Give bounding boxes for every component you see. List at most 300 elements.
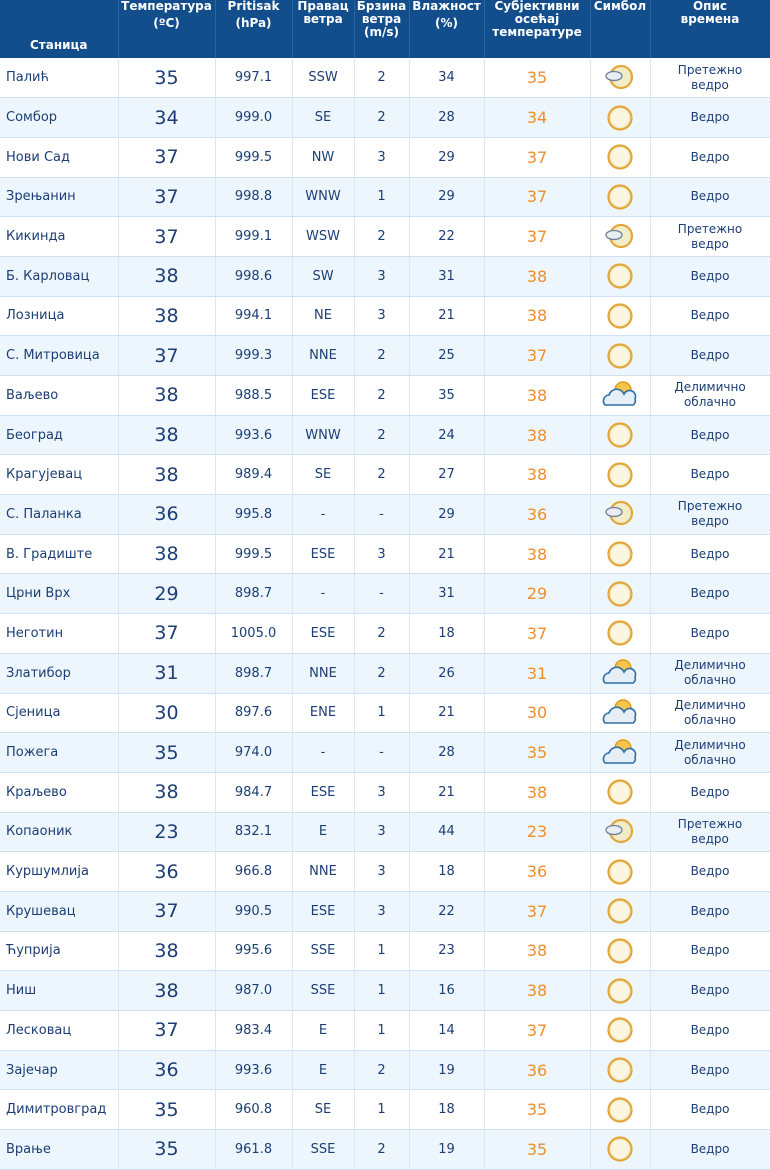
humidity-value: 29 (409, 177, 484, 217)
weather-description (650, 217, 770, 257)
weather-description (650, 98, 770, 138)
header-temperature: Температура (ºC) (118, 0, 215, 58)
temperature-value: 36 (118, 852, 215, 892)
sun-icon (590, 256, 650, 296)
table-row (0, 1130, 770, 1170)
wind-direction-value: SE (292, 1090, 354, 1130)
temperature-value: 35 (118, 733, 215, 773)
weather-description (650, 1050, 770, 1090)
sun-icon (590, 971, 650, 1011)
temperature-value: 38 (118, 256, 215, 296)
wind-direction-value: WNW (292, 415, 354, 455)
temperature-value: 36 (118, 1050, 215, 1090)
feel-temperature-value: 37 (484, 891, 590, 931)
station-name: Ниш (0, 971, 118, 1011)
pressure-value: 999.5 (215, 137, 292, 177)
station-name: Крагујевац (0, 455, 118, 495)
weather-description (650, 931, 770, 971)
table-row (0, 495, 770, 535)
sun-icon (590, 415, 650, 455)
description-line-1: Делимично (674, 737, 746, 752)
header-wind-speed: Брзина ветра (m/s) (354, 0, 409, 58)
wind-speed-value: 2 (354, 1050, 409, 1090)
sun-icon (590, 614, 650, 654)
table-row (0, 415, 770, 455)
weather-description (650, 614, 770, 654)
humidity-value: 25 (409, 336, 484, 376)
wind-speed-value: 3 (354, 891, 409, 931)
pressure-value: 984.7 (215, 772, 292, 812)
wind-speed-value: 2 (354, 653, 409, 693)
sun-icon (590, 1130, 650, 1170)
station-name: Копаоник (0, 812, 118, 852)
temperature-value: 38 (118, 455, 215, 495)
description-line-1: Ведро (690, 189, 730, 204)
mostly-clear-icon (590, 217, 650, 257)
feel-temperature-value: 38 (484, 256, 590, 296)
wind-direction-value: WNW (292, 177, 354, 217)
description-line-2: облачно (683, 673, 737, 688)
wind-speed-value: 1 (354, 693, 409, 733)
pressure-value: 999.5 (215, 534, 292, 574)
wind-direction-value: SSE (292, 931, 354, 971)
feel-temperature-value: 38 (484, 455, 590, 495)
humidity-value: 24 (409, 415, 484, 455)
wind-direction-value: NNE (292, 852, 354, 892)
description-line-2: ведро (691, 831, 729, 846)
temperature-value: 35 (118, 1090, 215, 1130)
feel-temperature-value: 35 (484, 58, 590, 98)
table-body (0, 58, 770, 1169)
station-name: В. Градиште (0, 534, 118, 574)
temperature-value: 36 (118, 495, 215, 535)
feel-temperature-value: 38 (484, 772, 590, 812)
wind-speed-value: 1 (354, 177, 409, 217)
wind-direction-value: SSE (292, 1130, 354, 1170)
wind-direction-value: - (292, 574, 354, 614)
station-name: Кикинда (0, 217, 118, 257)
humidity-value: 18 (409, 1090, 484, 1130)
wind-direction-value: SSE (292, 971, 354, 1011)
station-name: Црни Врх (0, 574, 118, 614)
temperature-value: 35 (118, 1130, 215, 1170)
description-line-2: ведро (691, 236, 729, 251)
description-line-1: Ведро (690, 784, 730, 799)
sun-icon (590, 852, 650, 892)
feel-temperature-value: 35 (484, 733, 590, 773)
table-row (0, 58, 770, 98)
pressure-value: 993.6 (215, 1050, 292, 1090)
weather-description (650, 772, 770, 812)
description-line-1: Претежно (677, 62, 743, 77)
description-line-1: Ведро (690, 903, 730, 918)
table-row (0, 296, 770, 336)
sun-icon (590, 534, 650, 574)
wind-speed-value: 2 (354, 415, 409, 455)
wind-direction-value: E (292, 1011, 354, 1051)
feel-temperature-value: 38 (484, 415, 590, 455)
weather-description (650, 1011, 770, 1051)
description-line-1: Ведро (690, 1022, 730, 1037)
description-line-1: Претежно (677, 221, 743, 236)
table-row (0, 733, 770, 773)
temperature-value: 37 (118, 177, 215, 217)
feel-temperature-value: 38 (484, 931, 590, 971)
description-line-1: Претежно (677, 499, 743, 514)
humidity-value: 21 (409, 693, 484, 733)
sun-icon (590, 574, 650, 614)
humidity-value: 34 (409, 58, 484, 98)
humidity-value: 44 (409, 812, 484, 852)
station-name: Куршумлија (0, 852, 118, 892)
wind-speed-value: 2 (354, 58, 409, 98)
wind-speed-value: 3 (354, 852, 409, 892)
table-row (0, 891, 770, 931)
pressure-value: 999.0 (215, 98, 292, 138)
wind-direction-value: NE (292, 296, 354, 336)
description-line-1: Ведро (690, 1062, 730, 1077)
station-name: Врање (0, 1130, 118, 1170)
humidity-value: 27 (409, 455, 484, 495)
wind-direction-value: E (292, 1050, 354, 1090)
weather-description (650, 376, 770, 416)
table-row (0, 534, 770, 574)
feel-temperature-value: 38 (484, 296, 590, 336)
station-name: Неготин (0, 614, 118, 654)
humidity-value: 21 (409, 772, 484, 812)
humidity-value: 22 (409, 891, 484, 931)
wind-direction-value: - (292, 495, 354, 535)
sun-icon (590, 455, 650, 495)
wind-direction-value: NW (292, 137, 354, 177)
table-row (0, 256, 770, 296)
description-line-1: Ведро (690, 943, 730, 958)
temperature-value: 38 (118, 296, 215, 336)
header-station: Станица (0, 0, 118, 58)
humidity-value: 35 (409, 376, 484, 416)
humidity-value: 29 (409, 137, 484, 177)
feel-temperature-value: 35 (484, 1130, 590, 1170)
description-line-1: Ведро (690, 427, 730, 442)
header-description: Опис времена (650, 0, 770, 58)
station-name: Београд (0, 415, 118, 455)
wind-speed-value: 2 (354, 455, 409, 495)
description-line-1: Претежно (677, 816, 743, 831)
weather-description (650, 693, 770, 733)
temperature-value: 38 (118, 534, 215, 574)
station-name: Зајечар (0, 1050, 118, 1090)
wind-speed-value: - (354, 495, 409, 535)
pressure-value: 993.6 (215, 415, 292, 455)
feel-temperature-value: 37 (484, 137, 590, 177)
description-line-2: ведро (691, 77, 729, 92)
humidity-value: 26 (409, 653, 484, 693)
station-name: Нови Сад (0, 137, 118, 177)
header-humidity: Влажност (%) (409, 0, 484, 58)
sun-icon (590, 891, 650, 931)
weather-description (650, 336, 770, 376)
wind-speed-value: 2 (354, 614, 409, 654)
temperature-value: 31 (118, 653, 215, 693)
wind-speed-value: 2 (354, 376, 409, 416)
feel-temperature-value: 35 (484, 1090, 590, 1130)
wind-direction-value: ESE (292, 772, 354, 812)
wind-speed-value: - (354, 733, 409, 773)
station-name: Б. Карловац (0, 256, 118, 296)
station-name: Ваљево (0, 376, 118, 416)
description-line-1: Ведро (690, 110, 730, 125)
partly-cloudy-icon (590, 733, 650, 773)
wind-direction-value: NNE (292, 336, 354, 376)
weather-description (650, 58, 770, 98)
weather-description (650, 891, 770, 931)
description-line-1: Ведро (690, 625, 730, 640)
pressure-value: 898.7 (215, 653, 292, 693)
wind-speed-value: 3 (354, 534, 409, 574)
feel-temperature-value: 36 (484, 1050, 590, 1090)
description-line-1: Ведро (690, 546, 730, 561)
temperature-value: 38 (118, 931, 215, 971)
wind-speed-value: 1 (354, 1090, 409, 1130)
feel-temperature-value: 37 (484, 217, 590, 257)
description-line-1: Ведро (690, 1102, 730, 1117)
temperature-value: 29 (118, 574, 215, 614)
table-row (0, 1050, 770, 1090)
pressure-value: 998.8 (215, 177, 292, 217)
description-line-1: Ведро (690, 348, 730, 363)
description-line-2: облачно (683, 712, 737, 727)
table-row (0, 614, 770, 654)
feel-temperature-value: 38 (484, 376, 590, 416)
table-row (0, 931, 770, 971)
table-row (0, 98, 770, 138)
sun-icon (590, 931, 650, 971)
weather-description (650, 1130, 770, 1170)
wind-direction-value: E (292, 812, 354, 852)
feel-temperature-value: 37 (484, 177, 590, 217)
feel-temperature-value: 36 (484, 495, 590, 535)
feel-temperature-value: 38 (484, 534, 590, 574)
pressure-value: 999.3 (215, 336, 292, 376)
pressure-value: 988.5 (215, 376, 292, 416)
humidity-value: 28 (409, 733, 484, 773)
wind-speed-value: 1 (354, 931, 409, 971)
table-row (0, 812, 770, 852)
feel-temperature-value: 23 (484, 812, 590, 852)
pressure-value: 987.0 (215, 971, 292, 1011)
partly-cloudy-icon (590, 693, 650, 733)
wind-speed-value: 3 (354, 296, 409, 336)
humidity-value: 28 (409, 98, 484, 138)
station-name: Лозница (0, 296, 118, 336)
humidity-value: 31 (409, 256, 484, 296)
humidity-value: 18 (409, 614, 484, 654)
header-row (0, 0, 770, 58)
wind-speed-value: 3 (354, 812, 409, 852)
table-row (0, 772, 770, 812)
temperature-value: 37 (118, 614, 215, 654)
weather-description (650, 852, 770, 892)
wind-speed-value: 1 (354, 971, 409, 1011)
humidity-value: 22 (409, 217, 484, 257)
description-line-1: Ведро (690, 149, 730, 164)
description-line-1: Ведро (690, 586, 730, 601)
pressure-value: 983.4 (215, 1011, 292, 1051)
wind-speed-value: 2 (354, 1130, 409, 1170)
description-line-1: Ведро (690, 268, 730, 283)
header-temperature-unit: (ºC) (153, 16, 180, 30)
partly-cloudy-icon (590, 376, 650, 416)
humidity-value: 16 (409, 971, 484, 1011)
temperature-value: 30 (118, 693, 215, 733)
humidity-value: 14 (409, 1011, 484, 1051)
temperature-value: 38 (118, 376, 215, 416)
wind-speed-value: 2 (354, 217, 409, 257)
pressure-value: 997.1 (215, 58, 292, 98)
feel-temperature-value: 37 (484, 614, 590, 654)
station-name: Пожега (0, 733, 118, 773)
temperature-value: 38 (118, 971, 215, 1011)
humidity-value: 31 (409, 574, 484, 614)
weather-description (650, 574, 770, 614)
table-row (0, 693, 770, 733)
humidity-value: 21 (409, 296, 484, 336)
table-row (0, 217, 770, 257)
pressure-value: 966.8 (215, 852, 292, 892)
table-row (0, 455, 770, 495)
feel-temperature-value: 29 (484, 574, 590, 614)
temperature-value: 37 (118, 891, 215, 931)
wind-speed-value: 2 (354, 336, 409, 376)
wind-direction-value: WSW (292, 217, 354, 257)
pressure-value: 960.8 (215, 1090, 292, 1130)
sun-icon (590, 772, 650, 812)
table-row (0, 852, 770, 892)
sun-icon (590, 177, 650, 217)
weather-description (650, 653, 770, 693)
feel-temperature-value: 30 (484, 693, 590, 733)
table-row (0, 177, 770, 217)
mostly-clear-icon (590, 812, 650, 852)
humidity-value: 29 (409, 495, 484, 535)
wind-direction-value: ESE (292, 614, 354, 654)
feel-temperature-value: 37 (484, 336, 590, 376)
description-line-2: облачно (683, 752, 737, 767)
pressure-value: 994.1 (215, 296, 292, 336)
weather-description (650, 733, 770, 773)
humidity-value: 18 (409, 852, 484, 892)
temperature-value: 37 (118, 217, 215, 257)
station-name: Сомбор (0, 98, 118, 138)
table-row (0, 137, 770, 177)
station-name: Крушевац (0, 891, 118, 931)
temperature-value: 37 (118, 336, 215, 376)
header-pressure-unit: (hPa) (235, 16, 272, 30)
sun-icon (590, 1090, 650, 1130)
wind-speed-value: 2 (354, 98, 409, 138)
station-name: С. Митровица (0, 336, 118, 376)
wind-direction-value: ESE (292, 534, 354, 574)
pressure-value: 990.5 (215, 891, 292, 931)
wind-speed-value: 3 (354, 137, 409, 177)
header-symbol: Симбол (590, 0, 650, 58)
temperature-value: 37 (118, 1011, 215, 1051)
feel-temperature-value: 34 (484, 98, 590, 138)
pressure-value: 961.8 (215, 1130, 292, 1170)
weather-description (650, 534, 770, 574)
wind-direction-value: SW (292, 256, 354, 296)
temperature-value: 23 (118, 812, 215, 852)
wind-direction-value: SE (292, 455, 354, 495)
feel-temperature-value: 37 (484, 1011, 590, 1051)
mostly-clear-icon (590, 58, 650, 98)
header-wind-direction: Правац ветра (292, 0, 354, 58)
description-line-1: Ведро (690, 1141, 730, 1156)
header-pressure: Pritisak (hPa) (215, 0, 292, 58)
weather-description (650, 256, 770, 296)
humidity-value: 19 (409, 1130, 484, 1170)
temperature-value: 37 (118, 137, 215, 177)
weather-description (650, 812, 770, 852)
station-name: Зрењанин (0, 177, 118, 217)
mostly-clear-icon (590, 495, 650, 535)
sun-icon (590, 137, 650, 177)
table-row (0, 653, 770, 693)
wind-direction-value: ESE (292, 891, 354, 931)
temperature-value: 38 (118, 415, 215, 455)
header-humidity-unit: (%) (435, 16, 458, 30)
wind-direction-value: NNE (292, 653, 354, 693)
weather-description (650, 415, 770, 455)
description-line-1: Делимично (674, 658, 746, 673)
pressure-value: 832.1 (215, 812, 292, 852)
pressure-value: 999.1 (215, 217, 292, 257)
table-row (0, 971, 770, 1011)
weather-description (650, 137, 770, 177)
pressure-value: 995.8 (215, 495, 292, 535)
wind-direction-value: ENE (292, 693, 354, 733)
description-line-1: Делимично (674, 697, 746, 712)
station-name: Ћуприја (0, 931, 118, 971)
description-line-1: Ведро (690, 308, 730, 323)
weather-description (650, 177, 770, 217)
weather-description (650, 495, 770, 535)
table-row (0, 574, 770, 614)
temperature-value: 34 (118, 98, 215, 138)
wind-speed-value: 3 (354, 256, 409, 296)
table-row (0, 336, 770, 376)
weather-description (650, 971, 770, 1011)
pressure-value: 995.6 (215, 931, 292, 971)
table-row (0, 1011, 770, 1051)
feel-temperature-value: 31 (484, 653, 590, 693)
station-name: Краљево (0, 772, 118, 812)
header-feel: Субјективни осећај температуре (484, 0, 590, 58)
weather-description (650, 296, 770, 336)
partly-cloudy-icon (590, 653, 650, 693)
temperature-value: 38 (118, 772, 215, 812)
temperature-value: 35 (118, 58, 215, 98)
station-name: Палић (0, 58, 118, 98)
sun-icon (590, 98, 650, 138)
table-row (0, 376, 770, 416)
description-line-1: Ведро (690, 864, 730, 879)
sun-icon (590, 336, 650, 376)
weather-description (650, 1090, 770, 1130)
humidity-value: 19 (409, 1050, 484, 1090)
pressure-value: 974.0 (215, 733, 292, 773)
description-line-1: Ведро (690, 983, 730, 998)
